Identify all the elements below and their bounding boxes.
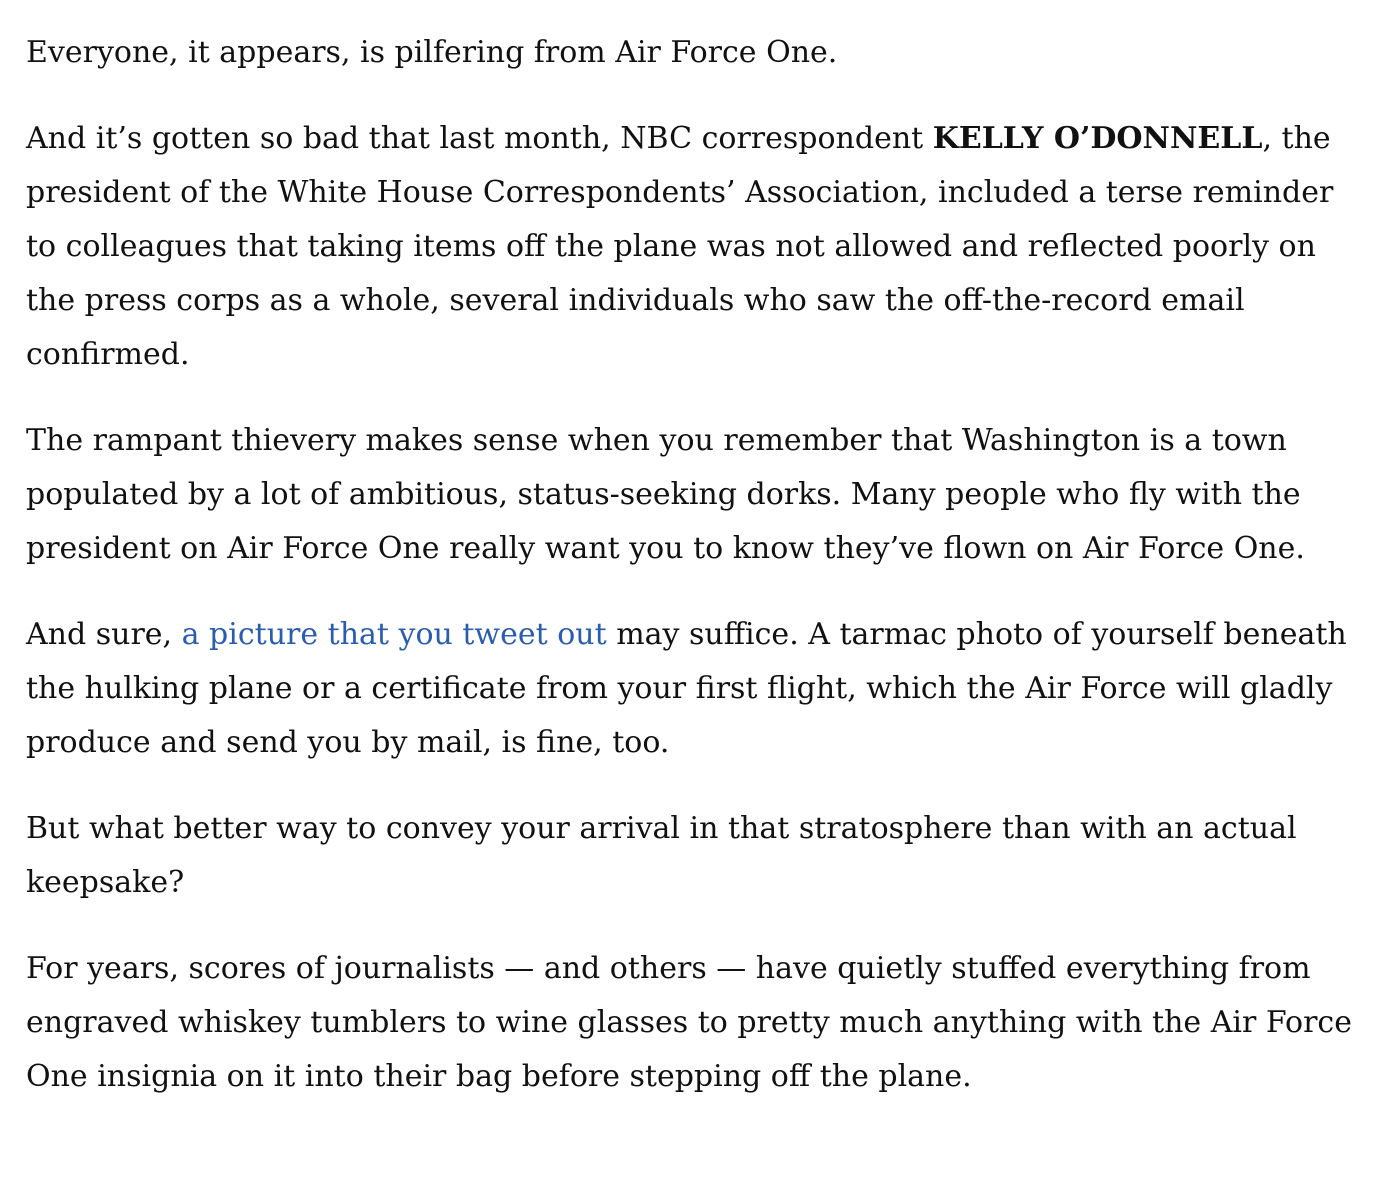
paragraph-4 xyxy=(26,608,1358,770)
paragraph-4-text-before: And sure, xyxy=(26,617,182,652)
paragraph-6: For years, scores of journalists — and others — have quietly stuffed everything from engraved whiskey tumblers to wine glasses to pretty much anything with the Air Force One insignia on it into their bag before stepping off the plane. xyxy=(26,951,1352,1094)
correspondent-name: KELLY O’DONNELL xyxy=(932,121,1263,156)
paragraph-2-text-after: , the president of the White House Correspondents’ Association, included a terse reminder to colleagues that taking items off the plane was not allowed and reflected poorly on the press corps as a whole, several individuals who saw the off-the-record email confirmed. xyxy=(26,121,1334,372)
paragraph-3: The rampant thievery makes sense when you remember that Washington is a town populated by a lot of ambitious, status-seeking dorks. Many people who fly with the president on Air Force One really want you to know they’ve flown on Air Force One. xyxy=(26,423,1305,566)
paragraph-4-text-after: may suffice. A tarmac photo of yourself beneath the hulking plane or a certificate from your first flight, which the Air Force will gladly produce and send you by mail, is fine, too. xyxy=(26,617,1347,760)
paragraph-1: Everyone, it appears, is pilfering from Air Force One. xyxy=(26,35,838,70)
paragraph-5: But what better way to convey your arrival in that stratosphere than with an actual keepsake? xyxy=(26,811,1297,900)
tweet-picture-link[interactable]: a picture that you tweet out xyxy=(181,617,607,652)
paragraph-2-text-before: And it’s gotten so bad that last month, NBC correspondent xyxy=(26,121,933,156)
paragraph-2 xyxy=(26,112,1358,382)
